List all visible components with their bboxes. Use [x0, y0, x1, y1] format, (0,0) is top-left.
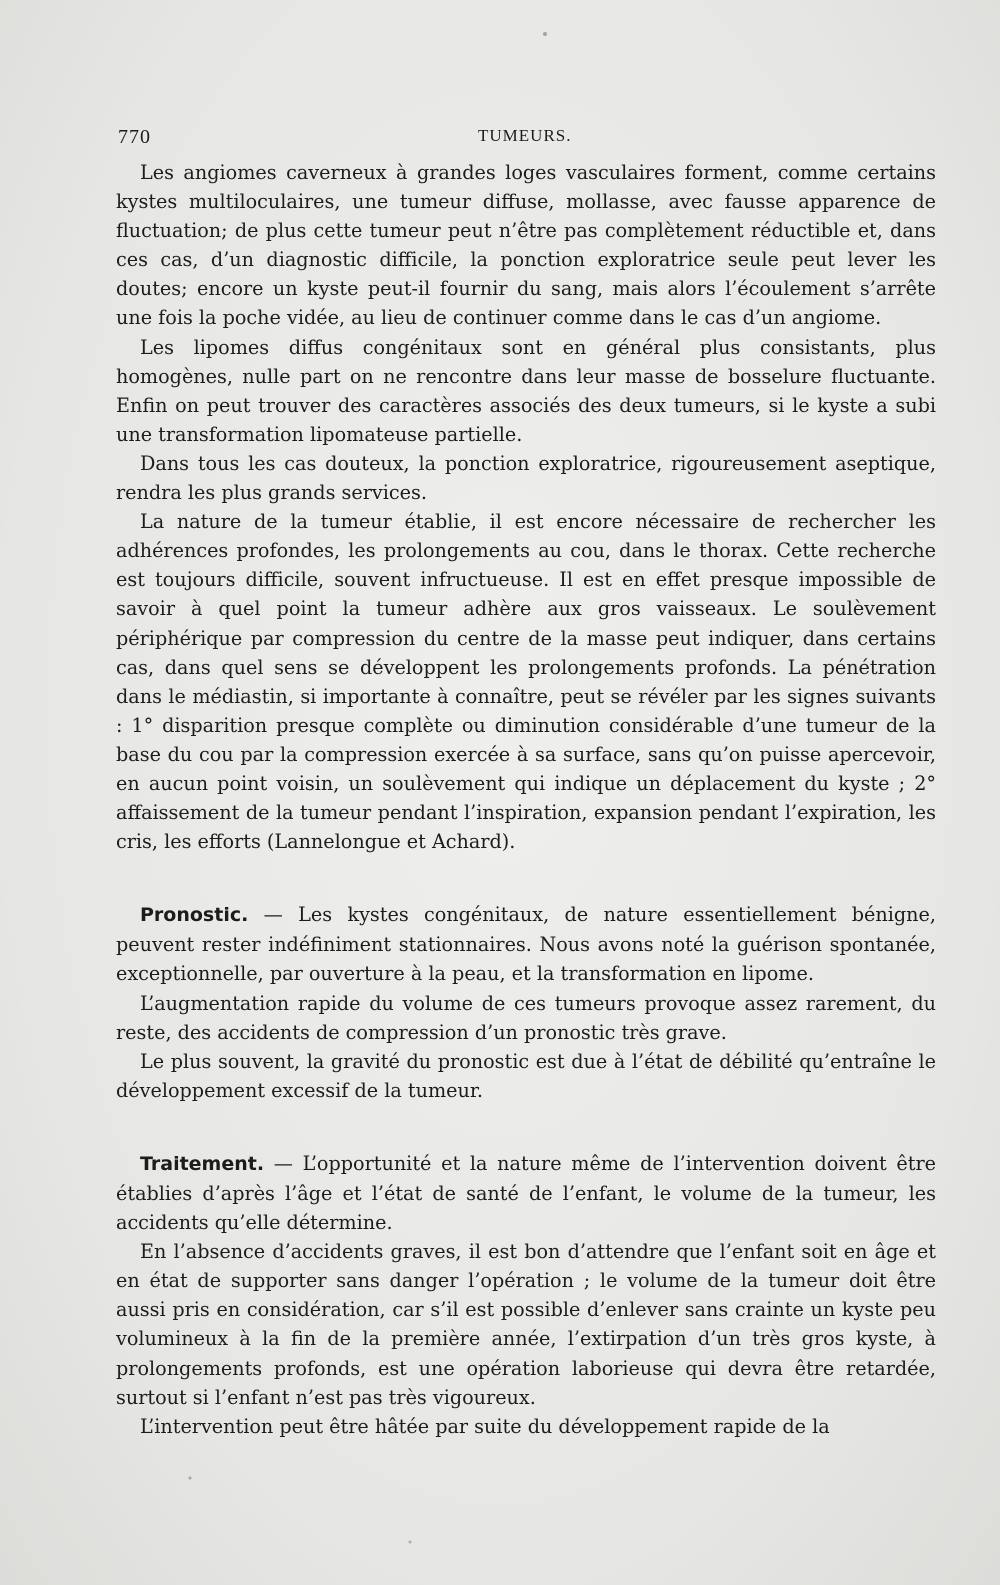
- paragraph-angiomes: Les angiomes caverneux à grandes loges vasculaires forment, comme certains kystes multiloculaires, une tumeur diffuse, mollasse, avec fausse apparence de fluctuation; de plus cette tumeur peut n’être pas complètement réductible et, dans ces cas, d’un diagnostic difficile, la ponction exploratrice seule peut lever les doutes; encore un kyste peut-il fournir du sang, mais alors l’écoulement s’arrête une fois la poche vidée, au lieu de continuer comme dans le cas d’un angiome.: [116, 161, 936, 330]
- paragraph-lipomes: Les lipomes diffus congénitaux sont en général plus consistants, plus homogènes, nulle part on ne rencontre dans leur masse de bosselure fluctuante. Enfin on peut trouver des caractères associés des deux tumeurs, si le kyste a subi une transformation lipomateuse partielle.: [116, 335, 936, 446]
- body-text: [116, 158, 936, 1441]
- section-heading-pronostic: Pronostic.: [140, 904, 249, 927]
- section-heading-traitement: Traitement.: [140, 1152, 265, 1175]
- page-number: 770: [118, 126, 151, 148]
- paragraph-adherences: La nature de la tumeur établie, il est encore nécessaire de rechercher les adhérences profondes, les prolongements au cou, dans le thorax. Cette recherche est toujours difficile, souvent infructueuse. Il est en effet presque impossible de savoir à quel point la tumeur adhère aux gros vaisseaux. Le soulèvement périphérique par compression du centre de la masse peut indiquer, dans certains cas, dans quel sens se développent les prolongements profonds. La pénétration dans le médiastin, si importante à connaître, peut se révéler par les signes suivants : 1° disparition presque complète ou diminution considérable d’une tumeur de la base du cou par la compression exercée à sa surface, sans qu’on puisse apercevoir, en aucun point voisin, un soulèvement qui indique un déplacement du kyste ; 2° affaissement de la tumeur pendant l’inspiration, expansion pendant l’expiration, les cris, les efforts (Lannelongue et Achard).: [116, 510, 936, 854]
- paragraph-pronostic-gravite: Le plus souvent, la gravité du pronostic est due à l’état de débilité qu’entraîne le développement excessif de la tumeur.: [116, 1049, 936, 1102]
- page-header: [118, 126, 934, 152]
- paragraph-ponction: Dans tous les cas douteux, la ponction exploratrice, rigoureusement aseptique, rendra les plus grands services.: [116, 451, 936, 505]
- section-pronostic: [116, 900, 936, 1105]
- paragraph-traitement-absence: En l’absence d’accidents graves, il est bon d’attendre que l’enfant soit en âge et en état de supporter sans danger l’opération ; le volume de la tumeur doit être aussi pris en considération, car s’il est possible d’enlever sans crainte un kyste peu volumineux à la fin de la première année, l’extirpation d’un très gros kyste, à prolongements profonds, est une opération laborieuse qui devra être retardée, surtout si l’enfant n’est pas très vigoureux.: [116, 1240, 936, 1409]
- paragraph-pronostic-augmentation: L’augmentation rapide du volume de ces tumeurs provoque assez rarement, du reste, des accidents de compression d’un pronostic très grave.: [116, 991, 936, 1044]
- paragraph-pronostic-lead: [116, 900, 936, 988]
- traitement-lead-text: — L’opportunité et la nature même de l’intervention doivent être établies d’après l’âge et l’état de santé de l’enfant, le volume de la tumeur, les accidents qu’elle détermine.: [116, 1151, 936, 1235]
- paragraph-traitement-lead: [116, 1149, 936, 1237]
- pronostic-lead-text: — Les kystes congénitaux, de nature essentiellement bénigne, peuvent rester indéfiniment stationnaires. Nous avons noté la guérison spontanée, exceptionnelle, par ouverture à la peau, et la transformation en lipome.: [116, 903, 936, 986]
- section-traitement: [116, 1149, 936, 1441]
- running-title: TUMEURS.: [478, 126, 572, 145]
- paragraph-traitement-intervention: L’intervention peut être hâtée par suite du développement rapide de la: [140, 1414, 830, 1438]
